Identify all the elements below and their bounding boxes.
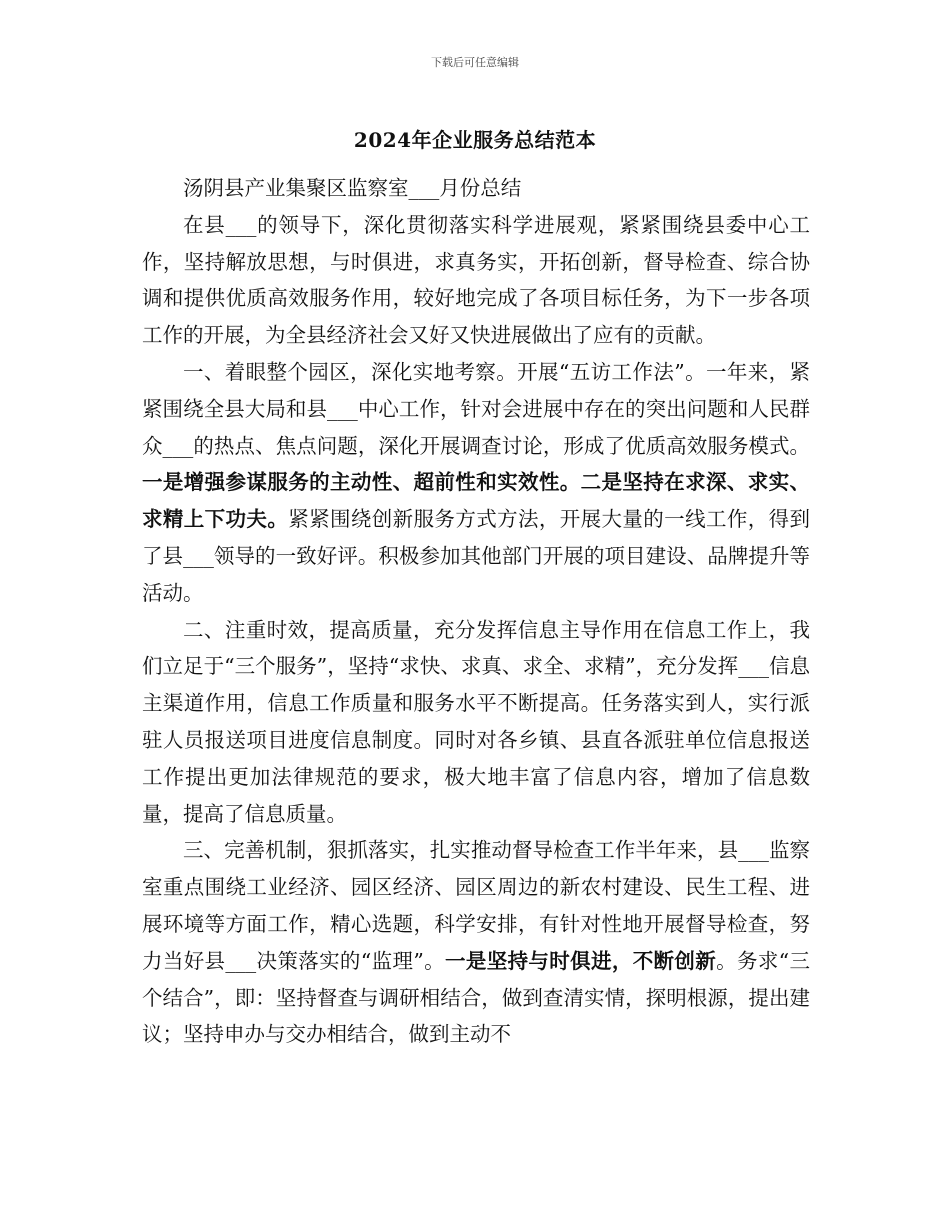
paragraph-bold-text: 一是坚持与时俱进，不断创新 — [445, 948, 717, 973]
paragraph-text: 在县___的领导下，深化贯彻落实科学进展观，紧紧围绕县委中心工作，坚持解放思想，与时俱进，求真务实，开拓创新，督导检查、综合协调和提供优质高效服务作用，较好地完成了各项目标任务，为下一步各项工作的开展，为全县经济社会又好又快进展做出了应有的贡献。 — [142, 212, 810, 348]
paragraph-section-one — [142, 354, 810, 612]
paragraph-text: 一、着眼整个园区，深化实地考察。开展“五访工作法”。一年来，紧紧围绕全县大局和县___中心工作，针对会进展中存在的突出问题和人民群众___的热点、焦点问题，深化开展调查讨论，形成了优质高效服务模式。 — [142, 359, 810, 458]
document-title: 2024年企业服务总结范本 — [353, 128, 597, 152]
paragraph-subtitle — [142, 170, 810, 207]
paragraph-intro — [142, 207, 810, 354]
paragraph-bold-text: 一是增强参谋服务的主动性、超前性和实效性。二是坚持在求深、求实、求精上下功夫。 — [142, 470, 810, 532]
paragraph-text: 三、完善机制，狠抓落实，扎实推动督导检查工作半年来，县___监察室重点围绕工业经济、园区经济、园区周边的新农村建设、民生工程、进展环境等方面工作，精心选题，科学安排，有针对性地开展督导检查，努力当好县___决策落实的“监理”。 — [142, 838, 810, 973]
paragraph-text: 汤阴县产业集聚区监察室___月份总结 — [183, 176, 522, 200]
paragraph-section-two — [142, 612, 810, 833]
header-note: 下载后可任意编辑 — [431, 56, 519, 69]
paragraph-text: 紧紧围绕创新服务方式方法，开展大量的一线工作，得到了县___领导的一致好评。积极参加其他部门开展的项目建设、品牌提升等活动。 — [142, 507, 811, 605]
paragraph-text: 二、注重时效，提高质量，充分发挥信息主导作用在信息工作上，我们立足于“三个服务”，坚持“求快、求真、求全、求精”，充分发挥___信息主渠道作用，信息工作质量和服务水平不断提高。任务落实到人，实行派驻人员报送项目进度信息制度。同时对各乡镇、县直各派驻单位信息报送工作提出更加法律规范的要求，极大地丰富了信息内容，增加了信息数量，提高了信息质量。 — [142, 617, 810, 826]
document-body — [142, 170, 810, 1053]
paragraph-text: 。务求“三个结合”，即：坚持督查与调研相结合，做到查清实情，探明根源，提出建议；坚持申办与交办相结合，做到主动不 — [142, 948, 811, 1047]
paragraph-section-three — [142, 832, 810, 1053]
